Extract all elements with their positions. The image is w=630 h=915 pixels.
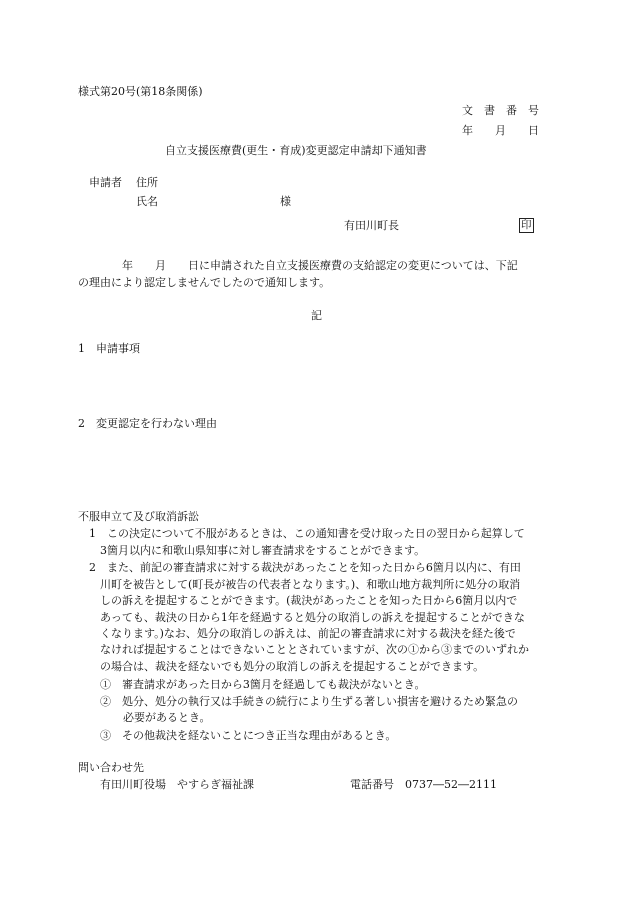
appeal-item-2-line-5: くなります。)なお、処分の取消しの訴えは、前記の審査請求に対する裁決を経た後で [100, 627, 516, 640]
appeal-sub-item-3: ③ その他裁決を経ないことにつき正当な理由があるとき。 [100, 729, 397, 742]
honorific: 様 [280, 195, 291, 208]
form-number: 様式第20号(第18条関係) [78, 85, 203, 98]
body-line-1: 年 月 日に申請された自立支援医療費の支給認定の変更については、下記 [78, 259, 518, 272]
document-date: 年 月 日 [462, 124, 539, 137]
body-line-2: の理由により認定しませんでしたので通知します。 [78, 276, 331, 289]
section-application-items: 1 申請事項 [78, 342, 140, 355]
appeal-item-1-line-2: 3箇月以内に和歌山県知事に対し審査請求をすることができます。 [100, 544, 426, 557]
appeal-item-1-line-1: 1 この決定について不服があるときは、この通知書を受け取った日の翌日から起算して [89, 527, 525, 540]
issuer-name: 有田川町長 [344, 219, 399, 232]
appeal-sub-item-2-line-2: 必要があるとき。 [123, 711, 211, 724]
seal-label: 印 [521, 219, 532, 231]
appeal-sub-item-1: ① 審査請求があった日から3箇月を経過しても裁決がないとき。 [100, 678, 426, 691]
ki-heading: 記 [311, 309, 322, 322]
contact-office: 有田川町役場 やすらぎ福祉課 [100, 778, 254, 791]
appeal-item-2-line-6: なければ提起することはできないこととされていますが、次の①から③までのいずれか [100, 643, 529, 656]
document-title: 自立支援医療費(更生・育成)変更認定申請却下通知書 [165, 144, 427, 157]
name-label: 氏名 [136, 195, 158, 208]
appeal-item-2-line-3: しの訴えを提起することができます。(裁決があったことを知った日から6箇月以内で [100, 594, 518, 607]
appeal-sub-item-2-line-1: ② 処分、処分の執行又は手続きの続行により生ずる著しい損害を避けるため緊急の [100, 695, 518, 708]
contact-phone-label: 電話番号 [350, 778, 394, 791]
appeal-heading: 不服申立て及び取消訴訟 [78, 510, 199, 523]
appeal-item-2-line-7: の場合は、裁決を経ないでも処分の取消しの訴えを提起することができます。 [100, 660, 485, 673]
appeal-item-2-line-2: 川町を被告として(町長が被告の代表者となります。)、和歌山地方裁判所に処分の取消 [100, 578, 521, 591]
section-rejection-reason: 2 変更認定を行わない理由 [78, 417, 217, 430]
contact-phone: 0737―52―2111 [405, 778, 497, 791]
document-number: 文 書 番 号 [462, 104, 539, 117]
seal-mark [519, 218, 534, 233]
address-label: 住所 [136, 176, 158, 189]
applicant-label: 申請者 [89, 176, 122, 189]
appeal-item-2-line-4: あっても、裁決の日から1年を経過すると処分の取消しの訴えを提起することができな [100, 611, 525, 624]
contact-heading: 問い合わせ先 [78, 761, 144, 774]
appeal-item-2-line-1: 2 また、前記の審査請求に対する裁決があったことを知った日から6箇月以内に、有田 [89, 561, 521, 574]
